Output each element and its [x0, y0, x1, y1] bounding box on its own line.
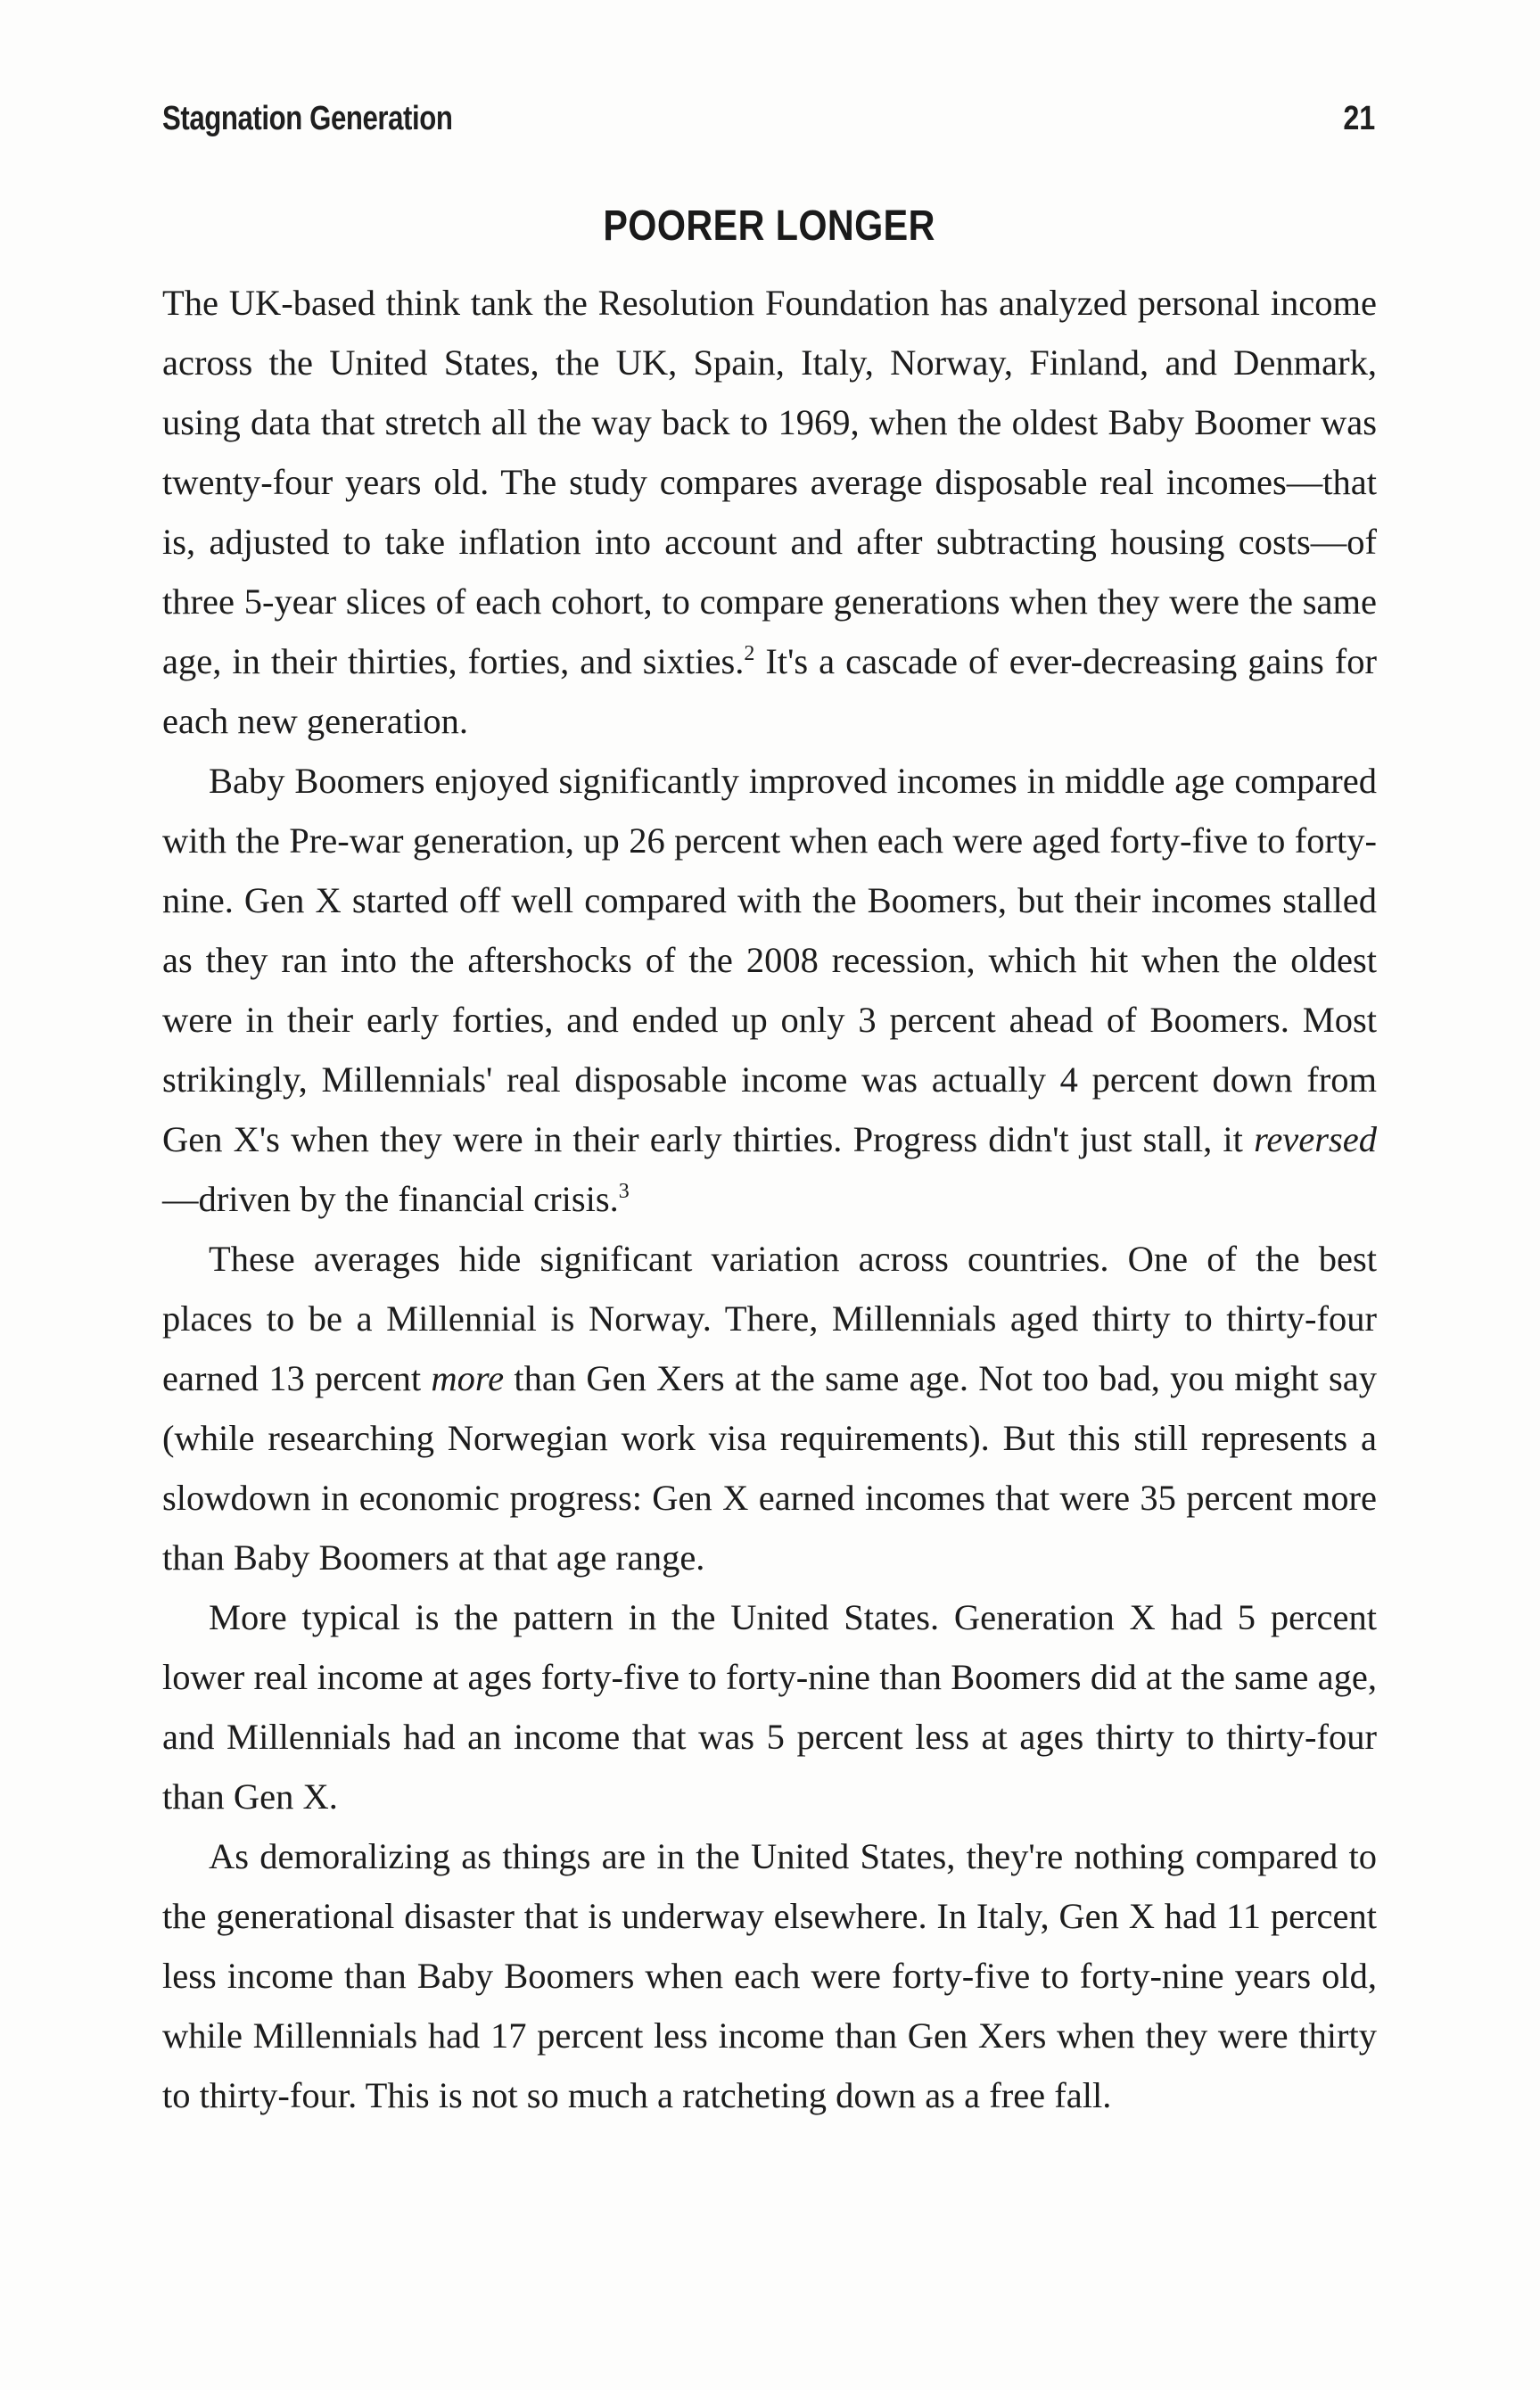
emphasis-text: reversed: [1254, 1119, 1377, 1159]
paragraph-text: It's a cascade of ever-decreasing gains for each new generation.: [162, 641, 1377, 741]
paragraph-2: [162, 751, 1377, 1229]
running-title: Stagnation Generation: [162, 100, 453, 137]
paragraph-text: More typical is the pattern in the United States. Generation X had 5 percent lower real income at ages forty-five to forty-nine than Boomers did at the same age, and Millennials had an income that was 5 percent less at ages thirty to thirty-four than Gen X.: [162, 1597, 1377, 1817]
paragraph-text: As demoralizing as things are in the United States, they're nothing compared to the generational disaster that is underway elsewhere. In Italy, Gen X had 11 percent less income than Baby Boomers when each were forty-five to forty-nine years old, while Millennials had 17 percent less income than Gen Xers when they were thirty to thirty-four. This is not so much a ratcheting down as a free fall.: [162, 1836, 1377, 2115]
paragraph-text: than Gen Xers at the same age. Not too bad, you might say (while researching Norwegian work visa requirements). But this still represents a slowdown in economic progress: Gen X earned incomes that were 35 percent more than Baby Boomers at that age range.: [162, 1358, 1377, 1578]
paragraph-text: —driven by the financial crisis.: [162, 1179, 619, 1219]
section-title: [162, 202, 1377, 251]
paragraph-4: [162, 1587, 1377, 1826]
paragraph-text: These averages hide significant variation across countries. One of the best places to be a Millennial is Norway. There, Millennials aged thirty to thirty-four earned 13 percent: [162, 1239, 1377, 1398]
section-title-text: POORER LONGER: [603, 202, 936, 250]
paragraph-1: [162, 273, 1377, 751]
paragraph-5: [162, 1826, 1377, 2125]
running-head: [162, 100, 1377, 153]
footnote-marker: 2: [744, 642, 755, 665]
paragraph-3: [162, 1229, 1377, 1587]
paragraph-text: Baby Boomers enjoyed significantly improved incomes in middle age compared with the Pre-war generation, up 26 percent when each were aged forty-five to forty-nine. Gen X started off well compared with the Boomers, but their incomes stalled as they ran into the aftershocks of the 2008 recession, which hit when the oldest were in their early forties, and ended up only 3 percent ahead of Boomers. Most strikingly, Millennials' real disposable income was actually 4 percent down from Gen X's when they were in their early thirties. Progress didn't just stall, it: [162, 761, 1377, 1159]
paragraph-text: The UK-based think tank the Resolution Foundation has analyzed personal income across the United States, the UK, Spain, Italy, Norway, Finland, and Denmark, using data that stretch all the way back to 1969, when the oldest Baby Boomer was twenty-four years old. The study compares average disposable real incomes—that is, adjusted to take inflation into account and after subtracting housing costs—of three 5-year slices of each cohort, to compare generations when they were the same age, in their thirties, forties, and sixties.: [162, 283, 1377, 681]
emphasis-text: more: [431, 1358, 505, 1398]
footnote-marker: 3: [618, 1180, 630, 1203]
body-text: [162, 273, 1377, 2125]
page-number: 21: [1343, 100, 1375, 137]
